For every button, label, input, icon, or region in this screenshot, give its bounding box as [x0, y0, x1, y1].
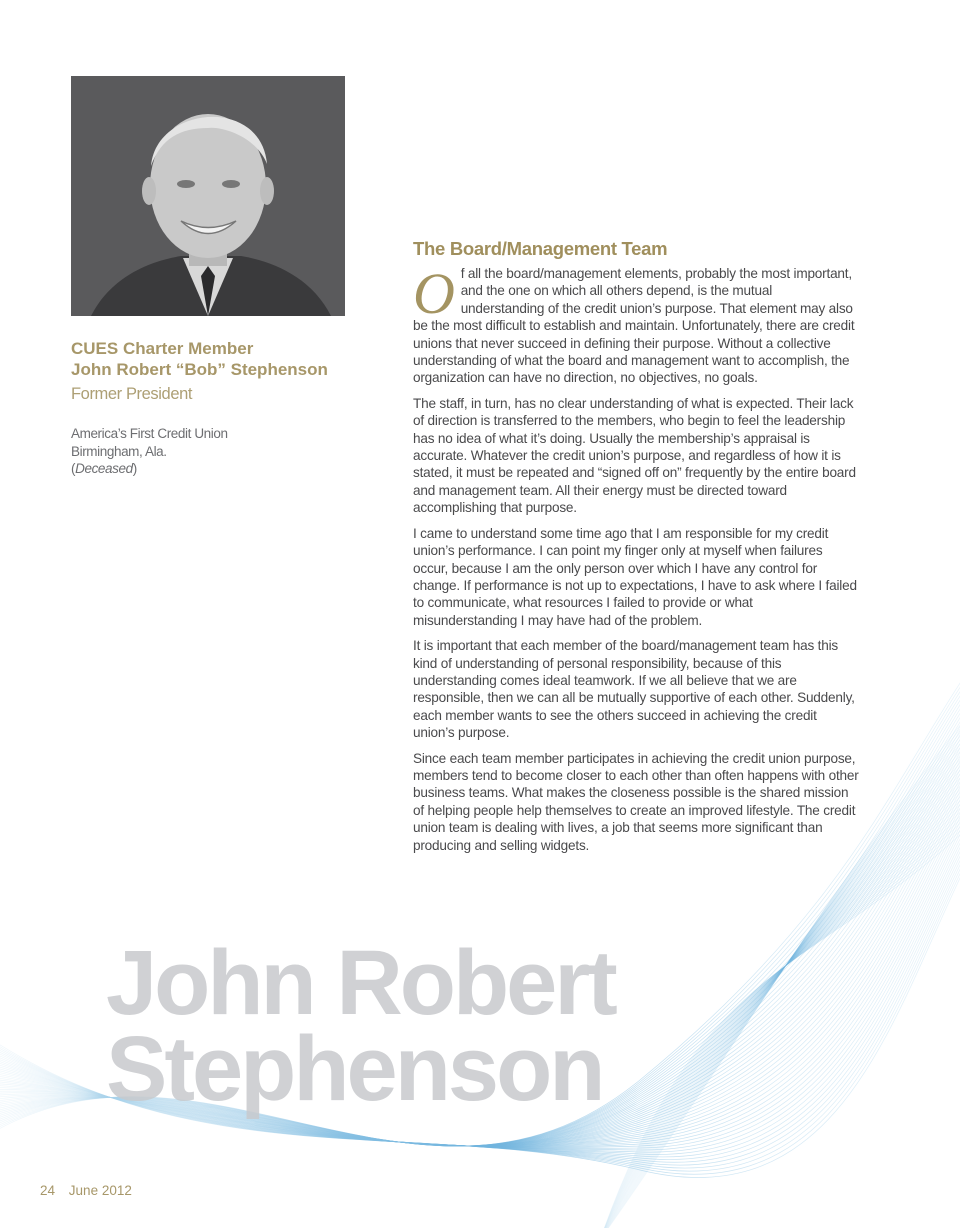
deceased-note: (Deceased) [71, 461, 137, 476]
drop-cap: O [413, 261, 455, 326]
article-paragraph-3: I came to understand some time ago that I am responsible for my credit union’s performance. I can point my finger only at myself when failures occur, because I am the only person over which I have any control for change. If performance is not up to expectations, I have to ask where I failed to communicate, what resources I failed to provide or what misunderstanding I may have had of the problem. [413, 525, 857, 628]
section-heading: The Board/Management Team [413, 238, 668, 259]
page-footer [40, 1183, 132, 1198]
page-number: 24 [40, 1183, 56, 1198]
org-name: America’s First Credit Union [71, 426, 228, 441]
article-paragraph-1 [413, 261, 859, 387]
profile-role: Former President [71, 385, 193, 403]
profile-caption [71, 338, 371, 478]
article-paragraph-2: The staff, in turn, has no clear understanding of what is expected. Their lack of direction is transferred to the members, who begin to feel the leadership has no idea of what it’s doing. Usually the membership’s appraisal is accurate. Whatever the credit union’s purpose, and regardless of how it is stated, it must be repeated and “signed off on” frequently by the entire board and management team. All their energy must be directed toward accomplishing that purpose. [413, 395, 856, 516]
profile-organization [71, 425, 371, 478]
org-location: Birmingham, Ala. [71, 443, 167, 459]
paragraph-1-text: f all the board/management elements, probably the most important, and the one on which all others depend, is the mutual understanding of the credit union’s purpose. That element may also be the most difficult to establish and maintain. Unfortunately, there are credit unions that never succeed in defining their purpose. Without a collective understanding of what the board and management want to accomplish, the organization can have no direction, no objectives, no goals. [413, 266, 855, 386]
large-name-watermark [106, 932, 806, 1120]
portrait-illustration [71, 76, 345, 316]
issue-date: June 2012 [68, 1183, 132, 1198]
article [413, 237, 859, 862]
article-paragraph-4: It is important that each member of the board/management team has this kind of understanding of personal responsibility, because of this understanding comes ideal teamwork. If we all believe that we are responsible, then we can all be mutually supportive of each other. Suddenly, each member wants to see the others succeed in achieving the credit union’s purpose. [413, 638, 855, 741]
large-name-line-2: Stephenson [106, 1018, 603, 1120]
deceased-label: Deceased [75, 461, 133, 476]
profile-name: John Robert “Bob” Stephenson [71, 360, 328, 379]
large-name-line-1: John Robert [106, 932, 615, 1034]
profile-title: CUES Charter Member [71, 339, 254, 358]
portrait-photo [71, 76, 345, 316]
article-paragraph-5: Since each team member participates in achieving the credit union purpose, members tend to become closer to each other than often happens with other business teams. What makes the closeness possible is the shared mission of helping people help themselves to create an improved lifestyle. The credit union team is dealing with lives, a job that seems more significant than producing and selling widgets. [413, 750, 859, 853]
